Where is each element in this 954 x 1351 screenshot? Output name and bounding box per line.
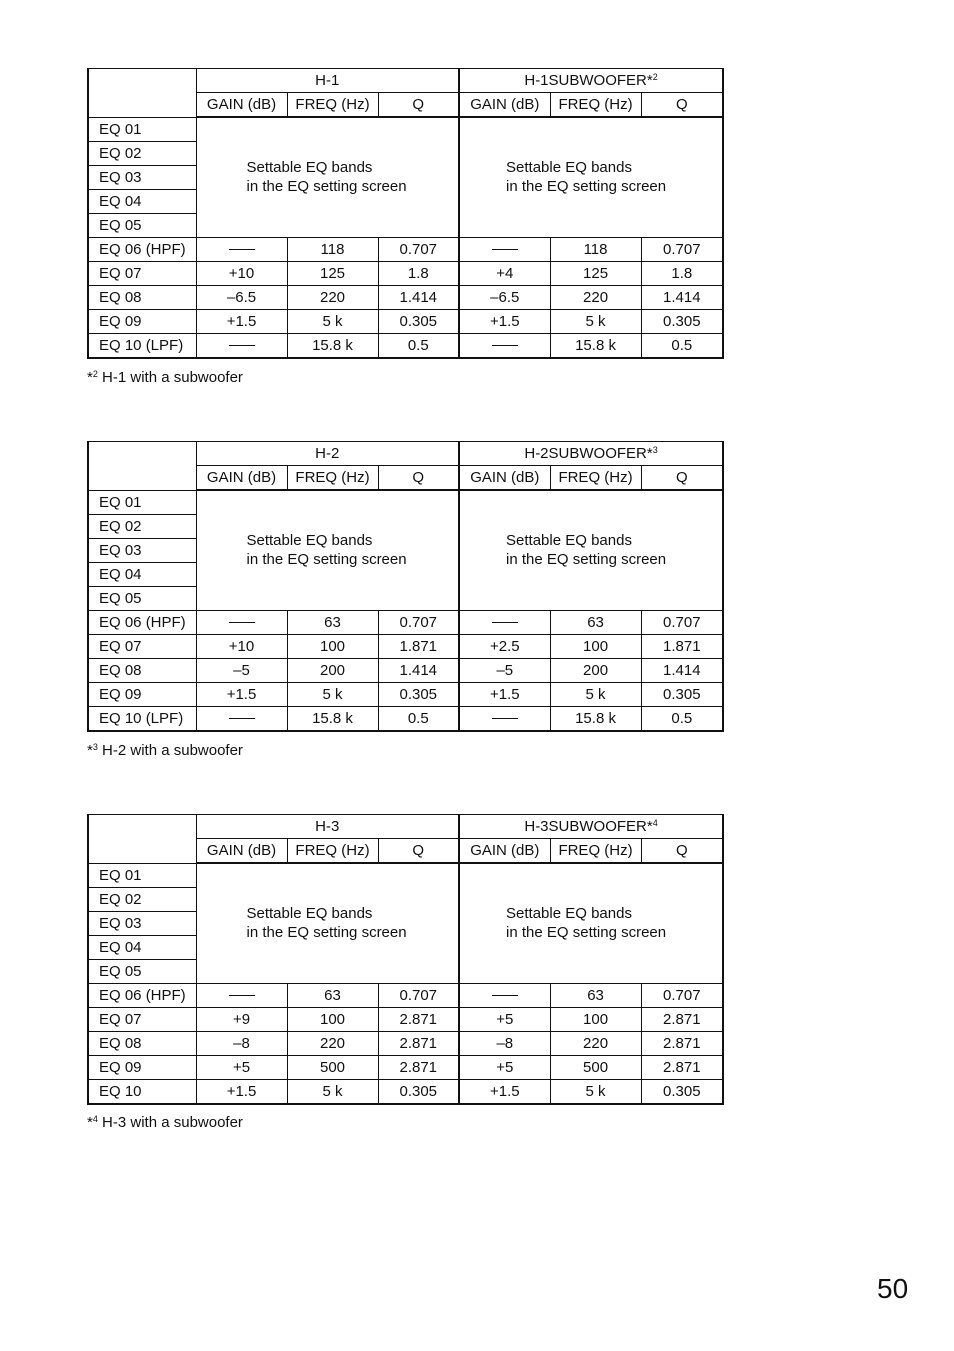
value-cell (459, 706, 550, 731)
subwoofer-title-text: H-2SUBWOOFER* (524, 445, 653, 462)
value-cell: 15.8 k (287, 706, 378, 731)
dash-mark (492, 995, 518, 996)
value-cell: 0.707 (641, 983, 723, 1007)
column-header: FREQ (Hz) (287, 466, 378, 491)
dash-mark (492, 345, 518, 346)
settable-note-line: Settable EQ bands (506, 905, 632, 923)
value-cell: 15.8 k (550, 706, 641, 731)
band-label: EQ 02 (88, 141, 196, 165)
band-label: EQ 03 (88, 538, 196, 562)
footnote-mark: 3 (92, 742, 98, 752)
column-header: Q (641, 839, 723, 864)
column-header: GAIN (dB) (459, 466, 550, 491)
footnote-text: H-1 with a subwoofer (102, 369, 243, 386)
band-label: EQ 03 (88, 911, 196, 935)
value-cell (196, 610, 287, 634)
value-cell: 1.414 (378, 658, 459, 682)
value-cell: 125 (550, 261, 641, 285)
value-cell: 200 (287, 658, 378, 682)
subwoofer-title-text: H-3SUBWOOFER* (524, 818, 653, 835)
footnote-mark: 4 (92, 1114, 98, 1124)
value-cell: +5 (459, 1055, 550, 1079)
footnote (87, 369, 243, 386)
band-label: EQ 08 (88, 285, 196, 309)
subwoofer-title-text: H-1SUBWOOFER* (524, 72, 653, 89)
band-label: EQ 09 (88, 309, 196, 333)
table-row (88, 634, 723, 658)
column-header: Q (641, 93, 723, 118)
subwoofer-model-title (459, 815, 723, 839)
band-label: EQ 09 (88, 1055, 196, 1079)
corner-cell (88, 442, 196, 491)
table-row (88, 1031, 723, 1055)
value-cell: 5 k (550, 1079, 641, 1104)
footnote-reference: 3 (652, 445, 658, 455)
table-row (88, 983, 723, 1007)
settable-note-line: in the EQ setting screen (506, 178, 667, 196)
dash-mark (229, 622, 255, 623)
value-cell: 2.871 (641, 1031, 723, 1055)
eq-table-h-2 (87, 441, 724, 732)
value-cell (196, 983, 287, 1007)
value-cell: 200 (550, 658, 641, 682)
value-cell: 0.707 (378, 237, 459, 261)
band-label: EQ 04 (88, 562, 196, 586)
footnote (87, 1114, 243, 1131)
value-cell (196, 237, 287, 261)
settable-note-line: Settable EQ bands (246, 532, 373, 550)
column-header: GAIN (dB) (459, 839, 550, 864)
value-cell: 2.871 (378, 1055, 459, 1079)
column-header: Q (378, 93, 459, 118)
value-cell: –5 (196, 658, 287, 682)
column-header: FREQ (Hz) (287, 93, 378, 118)
value-cell: 0.707 (378, 610, 459, 634)
value-cell (459, 610, 550, 634)
column-header: Q (378, 466, 459, 491)
column-header: FREQ (Hz) (287, 839, 378, 864)
settable-note-line: in the EQ setting screen (246, 551, 407, 569)
eq-table-h-1 (87, 68, 724, 359)
value-cell: +10 (196, 634, 287, 658)
band-label: EQ 06 (HPF) (88, 610, 196, 634)
value-cell: 63 (550, 983, 641, 1007)
value-cell: 5 k (287, 682, 378, 706)
dash-mark (229, 249, 255, 250)
value-cell: –8 (459, 1031, 550, 1055)
band-label: EQ 01 (88, 490, 196, 514)
table-row (88, 1055, 723, 1079)
footnote-text: H-2 with a subwoofer (102, 742, 243, 759)
settable-note-right (459, 117, 723, 237)
value-cell: 1.414 (641, 285, 723, 309)
settable-note-line: in the EQ setting screen (506, 924, 667, 942)
subwoofer-model-title (459, 69, 723, 93)
eq-table-h-3 (87, 814, 724, 1105)
band-label: EQ 07 (88, 634, 196, 658)
value-cell: +1.5 (459, 1079, 550, 1104)
footnote-star: * (87, 742, 93, 759)
dash-mark (229, 718, 255, 719)
value-cell: 500 (550, 1055, 641, 1079)
value-cell: 100 (287, 1007, 378, 1031)
value-cell: 1.414 (641, 658, 723, 682)
column-header: Q (641, 466, 723, 491)
band-label: EQ 04 (88, 935, 196, 959)
value-cell: 0.707 (641, 610, 723, 634)
value-cell: –6.5 (459, 285, 550, 309)
value-cell: 63 (287, 610, 378, 634)
band-label: EQ 01 (88, 863, 196, 887)
value-cell: 1.8 (378, 261, 459, 285)
settable-note-line: in the EQ setting screen (246, 924, 407, 942)
column-header: GAIN (dB) (196, 93, 287, 118)
dash-mark (229, 995, 255, 996)
column-header: Q (378, 839, 459, 864)
model-title: H-1 (196, 69, 459, 93)
footnote-mark: 2 (92, 369, 98, 379)
value-cell: +1.5 (196, 1079, 287, 1104)
band-label: EQ 03 (88, 165, 196, 189)
value-cell: 0.305 (641, 309, 723, 333)
band-label: EQ 10 (LPF) (88, 706, 196, 731)
value-cell: 0.305 (641, 682, 723, 706)
value-cell: +5 (196, 1055, 287, 1079)
table-row (88, 1007, 723, 1031)
value-cell: 1.871 (378, 634, 459, 658)
value-cell: 1.414 (378, 285, 459, 309)
value-cell: 63 (550, 610, 641, 634)
value-cell: +2.5 (459, 634, 550, 658)
value-cell: +1.5 (459, 682, 550, 706)
band-label: EQ 02 (88, 514, 196, 538)
value-cell (196, 706, 287, 731)
value-cell: 15.8 k (287, 333, 378, 358)
value-cell: 0.707 (641, 237, 723, 261)
subwoofer-model-title (459, 442, 723, 466)
table-row (88, 706, 723, 731)
value-cell: 5 k (287, 1079, 378, 1104)
band-label: EQ 08 (88, 1031, 196, 1055)
band-label: EQ 06 (HPF) (88, 237, 196, 261)
settable-note-left (196, 863, 459, 983)
value-cell: 125 (287, 261, 378, 285)
footnote-star: * (87, 369, 93, 386)
band-label: EQ 07 (88, 1007, 196, 1031)
footnote-star: * (87, 1114, 93, 1131)
value-cell: 100 (287, 634, 378, 658)
value-cell: 0.5 (378, 706, 459, 731)
column-header: FREQ (Hz) (550, 466, 641, 491)
value-cell: 118 (287, 237, 378, 261)
column-header: GAIN (dB) (196, 466, 287, 491)
value-cell (459, 983, 550, 1007)
settable-note-line: in the EQ setting screen (506, 551, 667, 569)
value-cell: 220 (550, 1031, 641, 1055)
band-label: EQ 01 (88, 117, 196, 141)
dash-mark (492, 249, 518, 250)
value-cell: 0.5 (641, 333, 723, 358)
value-cell: 2.871 (378, 1031, 459, 1055)
value-cell: 0.5 (641, 706, 723, 731)
model-title: H-2 (196, 442, 459, 466)
dash-mark (492, 622, 518, 623)
value-cell: 5 k (550, 682, 641, 706)
value-cell: +4 (459, 261, 550, 285)
footnote-reference: 4 (652, 818, 658, 828)
value-cell: –8 (196, 1031, 287, 1055)
band-label: EQ 05 (88, 959, 196, 983)
value-cell: +9 (196, 1007, 287, 1031)
settable-note-line: in the EQ setting screen (246, 178, 407, 196)
settable-note-left (196, 490, 459, 610)
settable-note-line: Settable EQ bands (506, 159, 632, 177)
value-cell: 1.871 (641, 634, 723, 658)
band-label: EQ 10 (LPF) (88, 333, 196, 358)
settable-note-right (459, 490, 723, 610)
band-label: EQ 09 (88, 682, 196, 706)
settable-note-line: Settable EQ bands (246, 905, 373, 923)
value-cell: –5 (459, 658, 550, 682)
settable-note-line: Settable EQ bands (246, 159, 373, 177)
column-header: FREQ (Hz) (550, 839, 641, 864)
table-row (88, 285, 723, 309)
value-cell: 2.871 (641, 1007, 723, 1031)
value-cell: –6.5 (196, 285, 287, 309)
value-cell: +10 (196, 261, 287, 285)
table-row (88, 610, 723, 634)
value-cell: +1.5 (196, 682, 287, 706)
table-row (88, 682, 723, 706)
value-cell: +1.5 (196, 309, 287, 333)
value-cell: 2.871 (641, 1055, 723, 1079)
corner-cell (88, 815, 196, 864)
dash-mark (492, 718, 518, 719)
corner-cell (88, 69, 196, 118)
band-label: EQ 02 (88, 887, 196, 911)
band-label: EQ 07 (88, 261, 196, 285)
value-cell: 220 (550, 285, 641, 309)
table-row (88, 237, 723, 261)
value-cell: 5 k (550, 309, 641, 333)
column-header: GAIN (dB) (196, 839, 287, 864)
column-header: GAIN (dB) (459, 93, 550, 118)
dash-mark (229, 345, 255, 346)
value-cell (459, 333, 550, 358)
table-row (88, 333, 723, 358)
band-label: EQ 05 (88, 586, 196, 610)
value-cell: 0.305 (378, 1079, 459, 1104)
value-cell: 1.8 (641, 261, 723, 285)
value-cell: +5 (459, 1007, 550, 1031)
value-cell: 5 k (287, 309, 378, 333)
value-cell (459, 237, 550, 261)
table-row (88, 1079, 723, 1104)
band-label: EQ 05 (88, 213, 196, 237)
value-cell: 63 (287, 983, 378, 1007)
value-cell: 0.707 (378, 983, 459, 1007)
value-cell: 0.305 (378, 309, 459, 333)
settable-note-right (459, 863, 723, 983)
value-cell: 118 (550, 237, 641, 261)
value-cell: 500 (287, 1055, 378, 1079)
value-cell (196, 333, 287, 358)
value-cell: +1.5 (459, 309, 550, 333)
footnote-text: H-3 with a subwoofer (102, 1114, 243, 1131)
table-row (88, 261, 723, 285)
value-cell: 0.305 (641, 1079, 723, 1104)
band-label: EQ 06 (HPF) (88, 983, 196, 1007)
value-cell: 15.8 k (550, 333, 641, 358)
band-label: EQ 08 (88, 658, 196, 682)
value-cell: 220 (287, 1031, 378, 1055)
page-number: 50 (877, 1273, 909, 1304)
value-cell: 100 (550, 634, 641, 658)
value-cell: 0.305 (378, 682, 459, 706)
band-label: EQ 10 (88, 1079, 196, 1104)
value-cell: 100 (550, 1007, 641, 1031)
table-row (88, 309, 723, 333)
settable-note-line: Settable EQ bands (506, 532, 632, 550)
table-row (88, 658, 723, 682)
footnote-reference: 2 (652, 72, 658, 82)
value-cell: 220 (287, 285, 378, 309)
footnote (87, 742, 243, 759)
value-cell: 0.5 (378, 333, 459, 358)
model-title: H-3 (196, 815, 459, 839)
settable-note-left (196, 117, 459, 237)
value-cell: 2.871 (378, 1007, 459, 1031)
column-header: FREQ (Hz) (550, 93, 641, 118)
band-label: EQ 04 (88, 189, 196, 213)
